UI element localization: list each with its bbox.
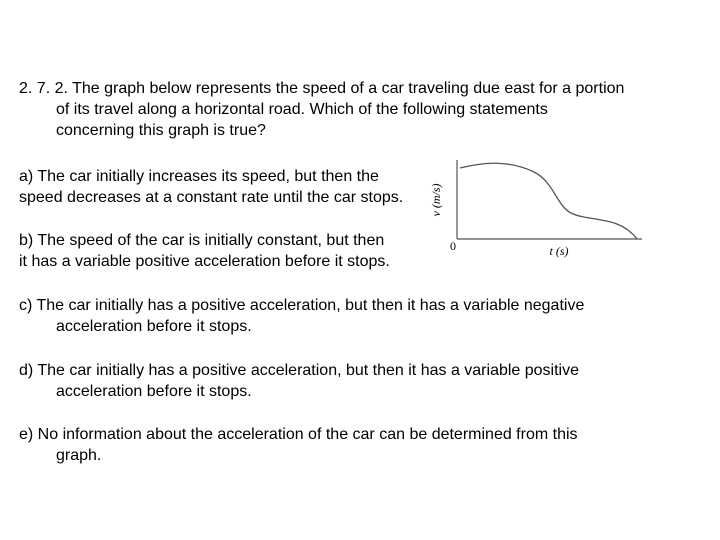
option-e-line-2: graph. (56, 447, 102, 464)
option-c-line-1: c) The car initially has a positive acceleration, but then it has a variable negative (19, 297, 585, 314)
option-a-line-1: a) The car initially increases its speed, but then the (19, 168, 379, 185)
x-axis-label: t (s) (549, 244, 569, 258)
origin-label: 0 (450, 239, 456, 253)
question-line-3: concerning this graph is true? (56, 122, 266, 139)
option-c-line-2: acceleration before it stops. (56, 318, 252, 335)
speed-time-graph (424, 150, 654, 270)
option-e-line-1: e) No information about the acceleration of the car can be determined from this (19, 426, 578, 443)
option-a-line-2: speed decreases at a constant rate until the car stops. (19, 189, 404, 206)
option-b-line-1: b) The speed of the car is initially constant, but then (19, 232, 385, 249)
option-d-line-2: acceleration before it stops. (56, 383, 252, 400)
graph-svg (424, 150, 654, 270)
speed-curve (460, 163, 637, 239)
option-b-line-2: it has a variable positive acceleration before it stops. (19, 253, 390, 270)
question-line-1: 2. 7. 2. The graph below represents the speed of a car traveling due east for a portion (19, 80, 625, 97)
question-line-2: of its travel along a horizontal road. Which of the following statements (56, 101, 548, 118)
option-d-line-1: d) The car initially has a positive acceleration, but then it has a variable positive (19, 362, 580, 379)
y-axis-label: v (m/s) (429, 183, 443, 217)
